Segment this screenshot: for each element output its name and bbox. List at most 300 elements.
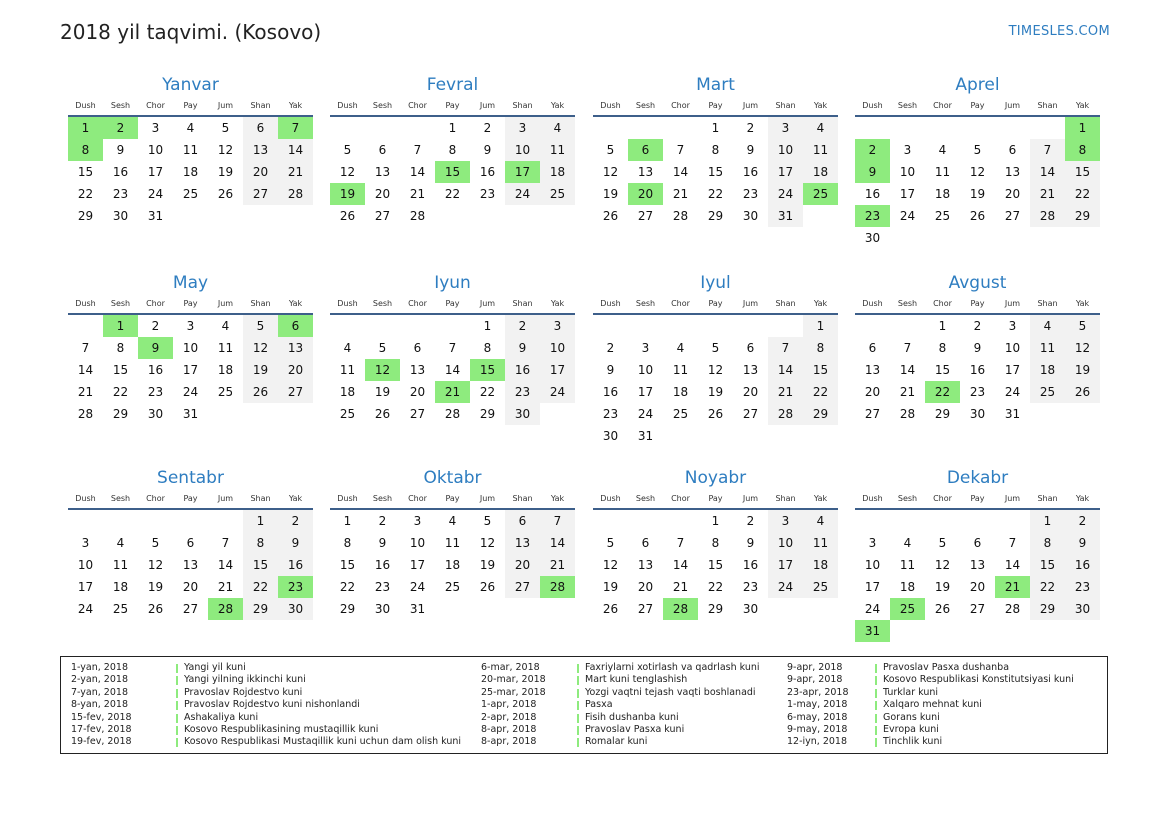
day-cell: 7 bbox=[676, 143, 685, 157]
day-cell: 10 bbox=[147, 143, 164, 157]
weekend-day: 31 bbox=[768, 205, 803, 227]
weekend-day: 7 bbox=[768, 337, 803, 359]
day-cell: 3 bbox=[186, 319, 195, 333]
day-cell: 30 bbox=[864, 231, 881, 245]
weekend-day: 23 bbox=[505, 381, 540, 403]
weekend-day: 3 bbox=[768, 117, 803, 139]
day-cell: 20 bbox=[864, 385, 881, 399]
holiday-date: 19-fev, 2018 bbox=[71, 736, 132, 748]
holiday-entry bbox=[481, 662, 811, 674]
weekend-day: 1 bbox=[803, 315, 838, 337]
day-cell: 19 bbox=[479, 558, 496, 572]
empty-cell bbox=[890, 315, 925, 337]
weekday-label: Jum bbox=[1004, 101, 1021, 110]
weekend-day: 28 bbox=[278, 183, 313, 205]
day-cell: 27 bbox=[182, 602, 199, 616]
weekday-label: Chor bbox=[408, 101, 427, 110]
holiday-name: Pravoslav Rojdestvo kuni nishonlandi bbox=[184, 699, 360, 711]
day-cell: 26 bbox=[934, 602, 951, 616]
day-cell: 2 bbox=[973, 319, 982, 333]
empty-cell bbox=[960, 510, 995, 532]
day-cell: 9 bbox=[378, 536, 387, 550]
weekend-day: 9 bbox=[278, 532, 313, 554]
holiday-name: Gorans kuni bbox=[883, 711, 940, 723]
day-cell: 19 bbox=[707, 385, 724, 399]
weekend-day: 2 bbox=[278, 510, 313, 532]
weekend-day: 6 bbox=[505, 510, 540, 532]
month-name: Mart bbox=[696, 75, 735, 95]
weekend-day: 11 bbox=[1030, 337, 1065, 359]
month-avgust bbox=[855, 271, 1100, 425]
weekend-day: 5 bbox=[1065, 315, 1100, 337]
weekend-day: 29 bbox=[803, 403, 838, 425]
holiday-name: Yozgi vaqtni tejash vaqti boshlanadi bbox=[585, 686, 756, 698]
day-cell: 18 bbox=[112, 580, 129, 594]
weekday-label: Shan bbox=[512, 299, 533, 308]
weekday-label: Dush bbox=[862, 494, 883, 503]
weekday-label: Sesh bbox=[110, 299, 131, 308]
months-grid bbox=[68, 73, 1102, 653]
day-cell: 24 bbox=[637, 407, 654, 421]
day-cell: 23 bbox=[742, 187, 759, 201]
empty-cell bbox=[435, 315, 470, 337]
holiday-date: 25-mar, 2018 bbox=[481, 686, 546, 698]
day-cell: 3 bbox=[1008, 319, 1017, 333]
empty-cell bbox=[925, 117, 960, 139]
month-iyul bbox=[593, 271, 838, 447]
weekend-day: 4 bbox=[540, 117, 575, 139]
day-cell: 20 bbox=[409, 385, 426, 399]
weekday-label: Dush bbox=[862, 101, 883, 110]
weekday-label: Chor bbox=[671, 494, 690, 503]
day-cell: 28 bbox=[77, 407, 94, 421]
holiday-date: 9-apr, 2018 bbox=[787, 674, 843, 686]
day-cell: 27 bbox=[1004, 209, 1021, 223]
month-name: Aprel bbox=[955, 75, 1000, 95]
holiday-entry bbox=[787, 662, 1117, 674]
day-cell: 27 bbox=[969, 602, 986, 616]
weekend-day: 24 bbox=[768, 576, 803, 598]
day-grid bbox=[330, 117, 575, 227]
day-grid bbox=[68, 117, 313, 227]
day-cell: 30 bbox=[374, 602, 391, 616]
weekend-day: 15 bbox=[1030, 554, 1065, 576]
day-cell: 11 bbox=[934, 165, 951, 179]
day-cell: 15 bbox=[77, 165, 94, 179]
day-cell: 31 bbox=[147, 209, 164, 223]
day-cell: 4 bbox=[221, 319, 230, 333]
day-cell: 13 bbox=[1004, 165, 1021, 179]
month-dekabr bbox=[855, 466, 1100, 642]
day-cell: 20 bbox=[374, 187, 391, 201]
weekday-label: Yak bbox=[288, 494, 303, 503]
day-cell: 1 bbox=[711, 514, 720, 528]
weekday-label: Pay bbox=[183, 299, 198, 308]
day-cell: 27 bbox=[374, 209, 391, 223]
day-cell: 27 bbox=[637, 602, 654, 616]
weekend-day: 28 bbox=[768, 403, 803, 425]
holiday-name: Fisih dushanba kuni bbox=[585, 711, 679, 723]
holiday-marker bbox=[875, 664, 877, 673]
day-cell: 8 bbox=[938, 341, 947, 355]
weekend-day: 27 bbox=[278, 381, 313, 403]
holiday-name: Kosovo Respublikasi Konstitutsiyasi kuni bbox=[883, 674, 1074, 686]
weekend-day: 15 bbox=[803, 359, 838, 381]
weekday-header bbox=[330, 97, 575, 117]
weekend-day: 16 bbox=[505, 359, 540, 381]
day-cell: 1 bbox=[483, 319, 492, 333]
day-cell: 16 bbox=[864, 187, 881, 201]
empty-cell bbox=[208, 510, 243, 532]
day-cell: 12 bbox=[147, 558, 164, 572]
weekday-header bbox=[330, 295, 575, 315]
day-cell: 3 bbox=[151, 121, 160, 135]
day-cell: 23 bbox=[374, 580, 391, 594]
weekend-day: 30 bbox=[505, 403, 540, 425]
weekend-day: 11 bbox=[803, 532, 838, 554]
weekend-day: 24 bbox=[505, 183, 540, 205]
weekday-label: Shan bbox=[1037, 494, 1058, 503]
weekday-label: Jum bbox=[479, 299, 496, 308]
weekday-label: Sesh bbox=[897, 494, 918, 503]
holiday-date: 8-apr, 2018 bbox=[481, 723, 537, 735]
day-cell: 7 bbox=[676, 536, 685, 550]
holiday-entry bbox=[481, 712, 811, 724]
holiday-entry bbox=[71, 736, 462, 748]
weekday-header bbox=[593, 490, 838, 510]
weekend-day: 15 bbox=[1065, 161, 1100, 183]
weekend-day: 25 bbox=[540, 183, 575, 205]
brand-link[interactable]: TIMESLES.COM bbox=[1008, 24, 1110, 39]
holiday-date: 2-yan, 2018 bbox=[71, 674, 128, 686]
weekday-label: Jum bbox=[742, 494, 759, 503]
weekend-day: 1 bbox=[243, 510, 278, 532]
day-cell: 5 bbox=[606, 536, 615, 550]
day-cell: 8 bbox=[711, 143, 720, 157]
page-title: 2018 yil taqvimi. (Kosovo) bbox=[60, 20, 322, 44]
weekday-header bbox=[855, 295, 1100, 315]
day-cell: 2 bbox=[606, 341, 615, 355]
holiday-day: 28 bbox=[208, 598, 243, 620]
day-cell: 24 bbox=[147, 187, 164, 201]
day-cell: 16 bbox=[742, 165, 759, 179]
weekday-label: Jum bbox=[742, 299, 759, 308]
empty-cell bbox=[960, 117, 995, 139]
weekend-day: 10 bbox=[768, 139, 803, 161]
day-cell: 28 bbox=[444, 407, 461, 421]
empty-cell bbox=[768, 315, 803, 337]
day-cell: 12 bbox=[602, 558, 619, 572]
day-cell: 6 bbox=[641, 536, 650, 550]
month-sentabr bbox=[68, 466, 313, 620]
day-cell: 25 bbox=[934, 209, 951, 223]
weekday-label: Shan bbox=[250, 494, 271, 503]
weekday-header bbox=[855, 97, 1100, 117]
day-cell: 12 bbox=[479, 536, 496, 550]
day-cell: 9 bbox=[746, 536, 755, 550]
weekday-header bbox=[68, 97, 313, 117]
day-cell: 14 bbox=[899, 363, 916, 377]
weekday-label: Pay bbox=[970, 494, 985, 503]
empty-cell bbox=[995, 117, 1030, 139]
day-grid bbox=[593, 510, 838, 620]
holiday-date: 8-yan, 2018 bbox=[71, 699, 128, 711]
weekday-label: Pay bbox=[445, 299, 460, 308]
weekday-label: Sesh bbox=[635, 494, 656, 503]
weekend-day: 12 bbox=[1065, 337, 1100, 359]
day-cell: 7 bbox=[221, 536, 230, 550]
day-cell: 29 bbox=[707, 602, 724, 616]
holiday-day: 25 bbox=[890, 598, 925, 620]
holiday-marker bbox=[577, 689, 579, 698]
day-cell: 23 bbox=[602, 407, 619, 421]
holiday-day: 31 bbox=[855, 620, 890, 642]
weekend-day: 22 bbox=[1030, 576, 1065, 598]
day-cell: 19 bbox=[217, 165, 234, 179]
month-oktabr bbox=[330, 466, 575, 620]
holiday-date: 1-may, 2018 bbox=[787, 699, 848, 711]
day-cell: 16 bbox=[479, 165, 496, 179]
day-cell: 30 bbox=[602, 429, 619, 443]
day-cell: 17 bbox=[182, 363, 199, 377]
day-cell: 17 bbox=[147, 165, 164, 179]
holiday-marker bbox=[577, 701, 579, 710]
day-grid bbox=[855, 117, 1100, 249]
weekend-day: 18 bbox=[1030, 359, 1065, 381]
day-cell: 31 bbox=[409, 602, 426, 616]
day-cell: 22 bbox=[77, 187, 94, 201]
weekday-label: Dush bbox=[75, 299, 96, 308]
day-cell: 19 bbox=[934, 580, 951, 594]
day-cell: 4 bbox=[903, 536, 912, 550]
day-cell: 26 bbox=[602, 209, 619, 223]
weekend-day: 8 bbox=[1030, 532, 1065, 554]
day-cell: 30 bbox=[969, 407, 986, 421]
day-cell: 5 bbox=[973, 143, 982, 157]
weekend-day: 16 bbox=[278, 554, 313, 576]
month-noyabr bbox=[593, 466, 838, 620]
day-cell: 6 bbox=[378, 143, 387, 157]
weekend-day: 27 bbox=[243, 183, 278, 205]
weekend-day: 6 bbox=[243, 117, 278, 139]
weekend-day: 18 bbox=[540, 161, 575, 183]
weekday-label: Shan bbox=[775, 299, 796, 308]
empty-cell bbox=[628, 315, 663, 337]
day-cell: 24 bbox=[409, 580, 426, 594]
holiday-date: 9-apr, 2018 bbox=[787, 662, 843, 673]
weekday-label: Shan bbox=[1037, 101, 1058, 110]
empty-cell bbox=[628, 510, 663, 532]
day-cell: 12 bbox=[934, 558, 951, 572]
weekend-day: 17 bbox=[768, 554, 803, 576]
weekday-label: Pay bbox=[708, 494, 723, 503]
weekday-label: Chor bbox=[933, 299, 952, 308]
day-cell: 9 bbox=[606, 363, 615, 377]
holiday-entry bbox=[481, 736, 811, 748]
day-cell: 7 bbox=[81, 341, 90, 355]
weekday-label: Yak bbox=[288, 101, 303, 110]
holiday-day: 6 bbox=[628, 139, 663, 161]
day-cell: 6 bbox=[186, 536, 195, 550]
day-cell: 5 bbox=[711, 341, 720, 355]
day-cell: 8 bbox=[711, 536, 720, 550]
day-cell: 14 bbox=[217, 558, 234, 572]
day-cell: 11 bbox=[339, 363, 356, 377]
holiday-date: 12-iyn, 2018 bbox=[787, 736, 848, 748]
holiday-day: 23 bbox=[278, 576, 313, 598]
day-cell: 2 bbox=[746, 514, 755, 528]
weekday-label: Jum bbox=[479, 101, 496, 110]
holiday-marker bbox=[176, 701, 178, 710]
day-cell: 19 bbox=[147, 580, 164, 594]
weekend-day: 19 bbox=[243, 359, 278, 381]
weekend-day: 5 bbox=[243, 315, 278, 337]
day-cell: 25 bbox=[217, 385, 234, 399]
weekend-day: 22 bbox=[243, 576, 278, 598]
holiday-entry bbox=[71, 662, 401, 674]
day-cell: 13 bbox=[969, 558, 986, 572]
weekend-day: 23 bbox=[1065, 576, 1100, 598]
day-grid bbox=[68, 510, 313, 620]
weekend-day: 26 bbox=[1065, 381, 1100, 403]
month-aprel bbox=[855, 73, 1100, 249]
holiday-entry bbox=[787, 712, 1117, 724]
day-cell: 1 bbox=[343, 514, 352, 528]
day-cell: 18 bbox=[217, 363, 234, 377]
day-cell: 19 bbox=[969, 187, 986, 201]
weekend-day: 3 bbox=[768, 510, 803, 532]
day-cell: 18 bbox=[899, 580, 916, 594]
weekday-label: Yak bbox=[550, 494, 565, 503]
weekend-day: 29 bbox=[1030, 598, 1065, 620]
holiday-date: 8-apr, 2018 bbox=[481, 736, 537, 748]
holiday-marker bbox=[875, 689, 877, 698]
empty-cell bbox=[400, 117, 435, 139]
holiday-name: Xalqaro mehnat kuni bbox=[883, 699, 982, 711]
holiday-marker bbox=[176, 714, 178, 723]
holiday-day: 2 bbox=[855, 139, 890, 161]
day-grid bbox=[855, 510, 1100, 642]
day-cell: 13 bbox=[409, 363, 426, 377]
day-cell: 14 bbox=[672, 165, 689, 179]
day-cell: 10 bbox=[182, 341, 199, 355]
day-cell: 1 bbox=[711, 121, 720, 135]
day-cell: 5 bbox=[483, 514, 492, 528]
day-cell: 31 bbox=[1004, 407, 1021, 421]
empty-cell bbox=[593, 117, 628, 139]
weekend-day: 21 bbox=[1030, 183, 1065, 205]
weekday-label: Pay bbox=[445, 101, 460, 110]
month-name: Iyul bbox=[700, 273, 731, 293]
day-cell: 5 bbox=[151, 536, 160, 550]
weekday-label: Dush bbox=[75, 101, 96, 110]
day-cell: 19 bbox=[374, 385, 391, 399]
weekday-label: Jum bbox=[217, 101, 234, 110]
day-cell: 21 bbox=[409, 187, 426, 201]
day-cell: 18 bbox=[934, 187, 951, 201]
holiday-column bbox=[787, 662, 1117, 749]
holiday-name: Pravoslav Rojdestvo kuni bbox=[184, 686, 303, 698]
holiday-date: 7-yan, 2018 bbox=[71, 686, 128, 698]
holiday-marker bbox=[176, 664, 178, 673]
weekday-header bbox=[68, 295, 313, 315]
holiday-day: 19 bbox=[330, 183, 365, 205]
holiday-day: 9 bbox=[855, 161, 890, 183]
month-name: Oktabr bbox=[423, 468, 482, 488]
holiday-name: Yangi yilning ikkinchi kuni bbox=[184, 674, 306, 686]
holiday-day: 28 bbox=[540, 576, 575, 598]
day-cell: 28 bbox=[409, 209, 426, 223]
month-name: Noyabr bbox=[684, 468, 747, 488]
empty-cell bbox=[365, 315, 400, 337]
weekend-day: 18 bbox=[803, 161, 838, 183]
day-grid bbox=[330, 510, 575, 620]
day-cell: 18 bbox=[182, 165, 199, 179]
day-cell: 3 bbox=[903, 143, 912, 157]
holiday-day: 28 bbox=[663, 598, 698, 620]
weekday-label: Jum bbox=[479, 494, 496, 503]
day-cell: 11 bbox=[182, 143, 199, 157]
day-cell: 1 bbox=[448, 121, 457, 135]
day-cell: 17 bbox=[1004, 363, 1021, 377]
month-name: Sentabr bbox=[157, 468, 224, 488]
day-cell: 19 bbox=[602, 580, 619, 594]
holiday-name: Pasxa bbox=[585, 699, 613, 711]
day-cell: 26 bbox=[339, 209, 356, 223]
weekend-day: 20 bbox=[505, 554, 540, 576]
holiday-date: 23-apr, 2018 bbox=[787, 686, 849, 698]
day-cell: 22 bbox=[444, 187, 461, 201]
day-cell: 15 bbox=[339, 558, 356, 572]
day-cell: 29 bbox=[77, 209, 94, 223]
weekday-label: Sesh bbox=[897, 299, 918, 308]
day-cell: 10 bbox=[864, 558, 881, 572]
holiday-name: Pravoslav Pasxa kuni bbox=[585, 723, 685, 735]
holiday-day: 1 bbox=[1065, 117, 1100, 139]
day-cell: 23 bbox=[112, 187, 129, 201]
weekend-day: 30 bbox=[1065, 598, 1100, 620]
holiday-date: 1-yan, 2018 bbox=[71, 662, 128, 673]
weekday-label: Pay bbox=[183, 494, 198, 503]
holiday-day: 6 bbox=[278, 315, 313, 337]
day-cell: 11 bbox=[672, 363, 689, 377]
day-cell: 14 bbox=[444, 363, 461, 377]
day-cell: 13 bbox=[374, 165, 391, 179]
empty-cell bbox=[663, 315, 698, 337]
holiday-entry bbox=[71, 724, 401, 736]
day-cell: 15 bbox=[707, 165, 724, 179]
day-cell: 21 bbox=[672, 580, 689, 594]
day-cell: 5 bbox=[938, 536, 947, 550]
weekend-day: 21 bbox=[278, 161, 313, 183]
weekday-label: Sesh bbox=[635, 101, 656, 110]
day-cell: 29 bbox=[112, 407, 129, 421]
day-cell: 5 bbox=[221, 121, 230, 135]
day-cell: 24 bbox=[899, 209, 916, 223]
day-cell: 25 bbox=[444, 580, 461, 594]
day-cell: 27 bbox=[637, 209, 654, 223]
holiday-marker bbox=[577, 738, 579, 747]
empty-cell bbox=[68, 510, 103, 532]
weekend-day: 22 bbox=[803, 381, 838, 403]
day-cell: 3 bbox=[641, 341, 650, 355]
holiday-day: 9 bbox=[138, 337, 173, 359]
day-cell: 8 bbox=[343, 536, 352, 550]
weekday-label: Sesh bbox=[372, 299, 393, 308]
weekday-label: Dush bbox=[337, 299, 358, 308]
day-cell: 30 bbox=[112, 209, 129, 223]
weekday-label: Yak bbox=[813, 101, 828, 110]
